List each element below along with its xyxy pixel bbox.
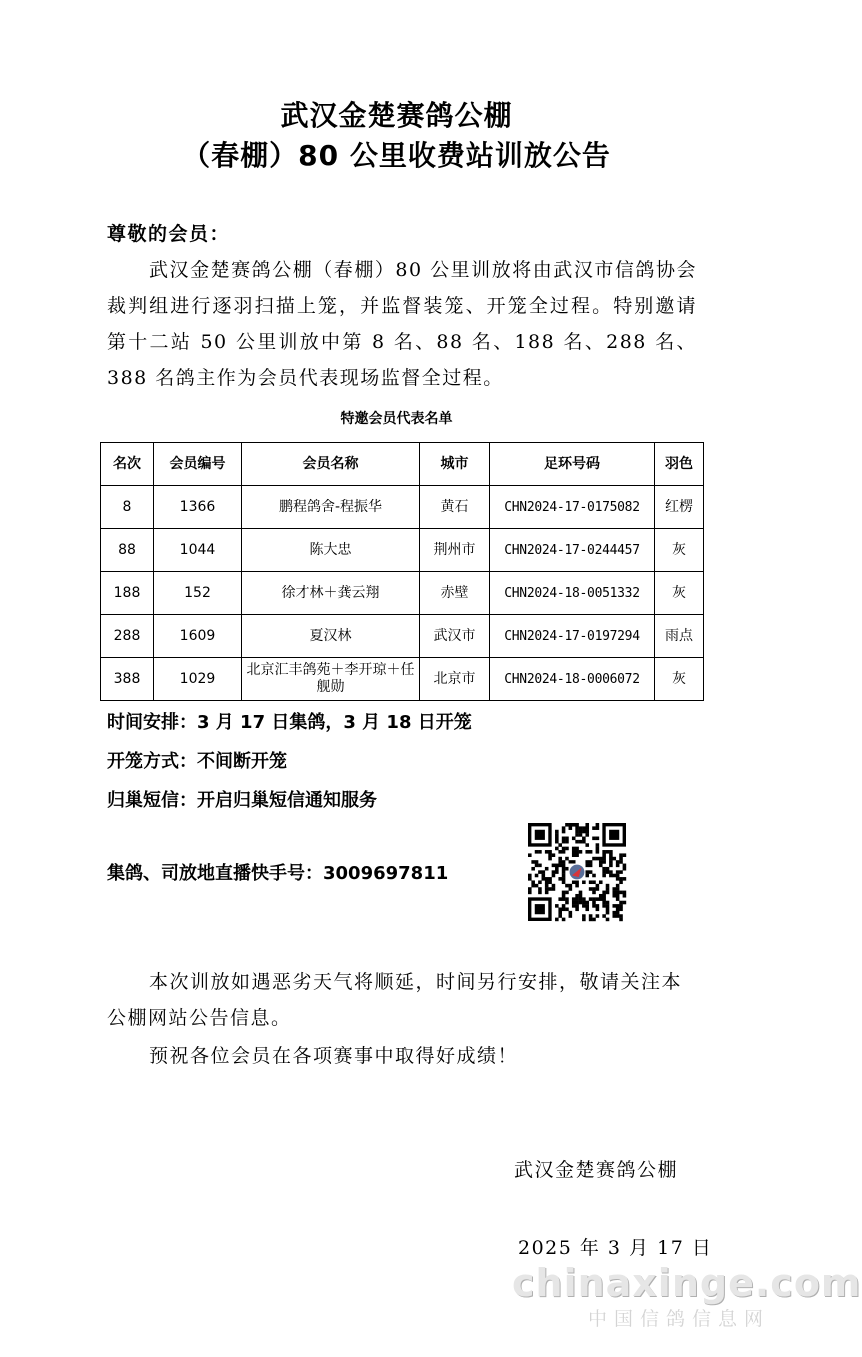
member-representative-table [100, 442, 704, 701]
cell-city: 武汉市 [420, 615, 490, 658]
cell-member-name: 北京汇丰鸽苑＋李开琼＋任舰勋 [242, 658, 420, 701]
cell-member-id: 1609 [154, 615, 242, 658]
intro-paragraph: 武汉金楚赛鸽公棚（春棚）80 公里训放将由武汉市信鸽协会裁判组进行逐羽扫描上笼，并监督装笼、开笼全过程。特别邀请第十二站 50 公里训放中第 8 名、88 名、188 名、288 名、388 名鸽主作为会员代表现场监督全过程。 [107, 259, 697, 389]
homing-sms-info: 归巢短信：开启归巢短信通知服务 [107, 790, 377, 811]
cell-ring-number: CHN2024-18-0006072 [490, 658, 655, 701]
page-title-line2: （春棚）80 公里收费站训放公告 [182, 139, 611, 172]
table-row [101, 615, 704, 658]
greeting: 尊敬的会员： [107, 223, 231, 245]
schedule-info: 时间安排：3 月 17 日集鸽，3 月 18 日开笼 [107, 712, 472, 733]
qr-code-icon[interactable] [528, 823, 626, 921]
cell-rank: 188 [101, 572, 154, 615]
cell-member-name: 鹏程鸽舍-程振华 [242, 486, 420, 529]
cell-member-id: 152 [154, 572, 242, 615]
table-row [101, 572, 704, 615]
cell-ring-number: CHN2024-17-0244457 [490, 529, 655, 572]
header-feather-color: 羽色 [655, 443, 704, 486]
header-member-id: 会员编号 [154, 443, 242, 486]
release-mode-info: 开笼方式：不间断开笼 [107, 751, 287, 772]
cell-member-name: 夏汉林 [242, 615, 420, 658]
cell-rank: 8 [101, 486, 154, 529]
cell-city: 赤壁 [420, 572, 490, 615]
cell-city: 北京市 [420, 658, 490, 701]
page-title-line1: 武汉金楚赛鸽公棚 [280, 99, 513, 132]
cell-feather-color: 灰 [655, 529, 704, 572]
cell-rank: 388 [101, 658, 154, 701]
cell-ring-number: CHN2024-17-0197294 [490, 615, 655, 658]
cell-feather-color: 雨点 [655, 615, 704, 658]
cell-feather-color: 灰 [655, 658, 704, 701]
cell-city: 荆州市 [420, 529, 490, 572]
cell-member-id: 1029 [154, 658, 242, 701]
table-row [101, 658, 704, 701]
cell-city: 黄石 [420, 486, 490, 529]
table-caption: 特邀会员代表名单 [340, 411, 453, 427]
signature-organization: 武汉金楚赛鸽公棚 [514, 1159, 679, 1181]
watermark-site-name: 中国信鸽信息网 [588, 1308, 771, 1330]
watermark-domain: chinaxinge.com [512, 1261, 862, 1305]
cell-rank: 88 [101, 529, 154, 572]
cell-feather-color: 灰 [655, 572, 704, 615]
livestream-account-info: 集鸽、司放地直播快手号：3009697811 [107, 863, 449, 884]
header-ring-number: 足环号码 [490, 443, 655, 486]
header-member-name: 会员名称 [242, 443, 420, 486]
cell-member-id: 1044 [154, 529, 242, 572]
header-city: 城市 [420, 443, 490, 486]
cell-rank: 288 [101, 615, 154, 658]
cell-ring-number: CHN2024-18-0051332 [490, 572, 655, 615]
table-row [101, 486, 704, 529]
cell-member-name: 陈大忠 [242, 529, 420, 572]
cell-ring-number: CHN2024-17-0175082 [490, 486, 655, 529]
weather-notice: 本次训放如遇恶劣天气将顺延，时间另行安排，敬请关注本公棚网站公告信息。 [107, 971, 683, 1029]
header-rank: 名次 [101, 443, 154, 486]
good-wishes: 预祝各位会员在各项赛事中取得好成绩！ [149, 1045, 519, 1067]
signature-date: 2025 年 3 月 17 日 [518, 1237, 713, 1259]
cell-feather-color: 红楞 [655, 486, 704, 529]
cell-member-id: 1366 [154, 486, 242, 529]
table-row [101, 529, 704, 572]
table-header-row [101, 443, 704, 486]
cell-member-name: 徐才林＋龚云翔 [242, 572, 420, 615]
